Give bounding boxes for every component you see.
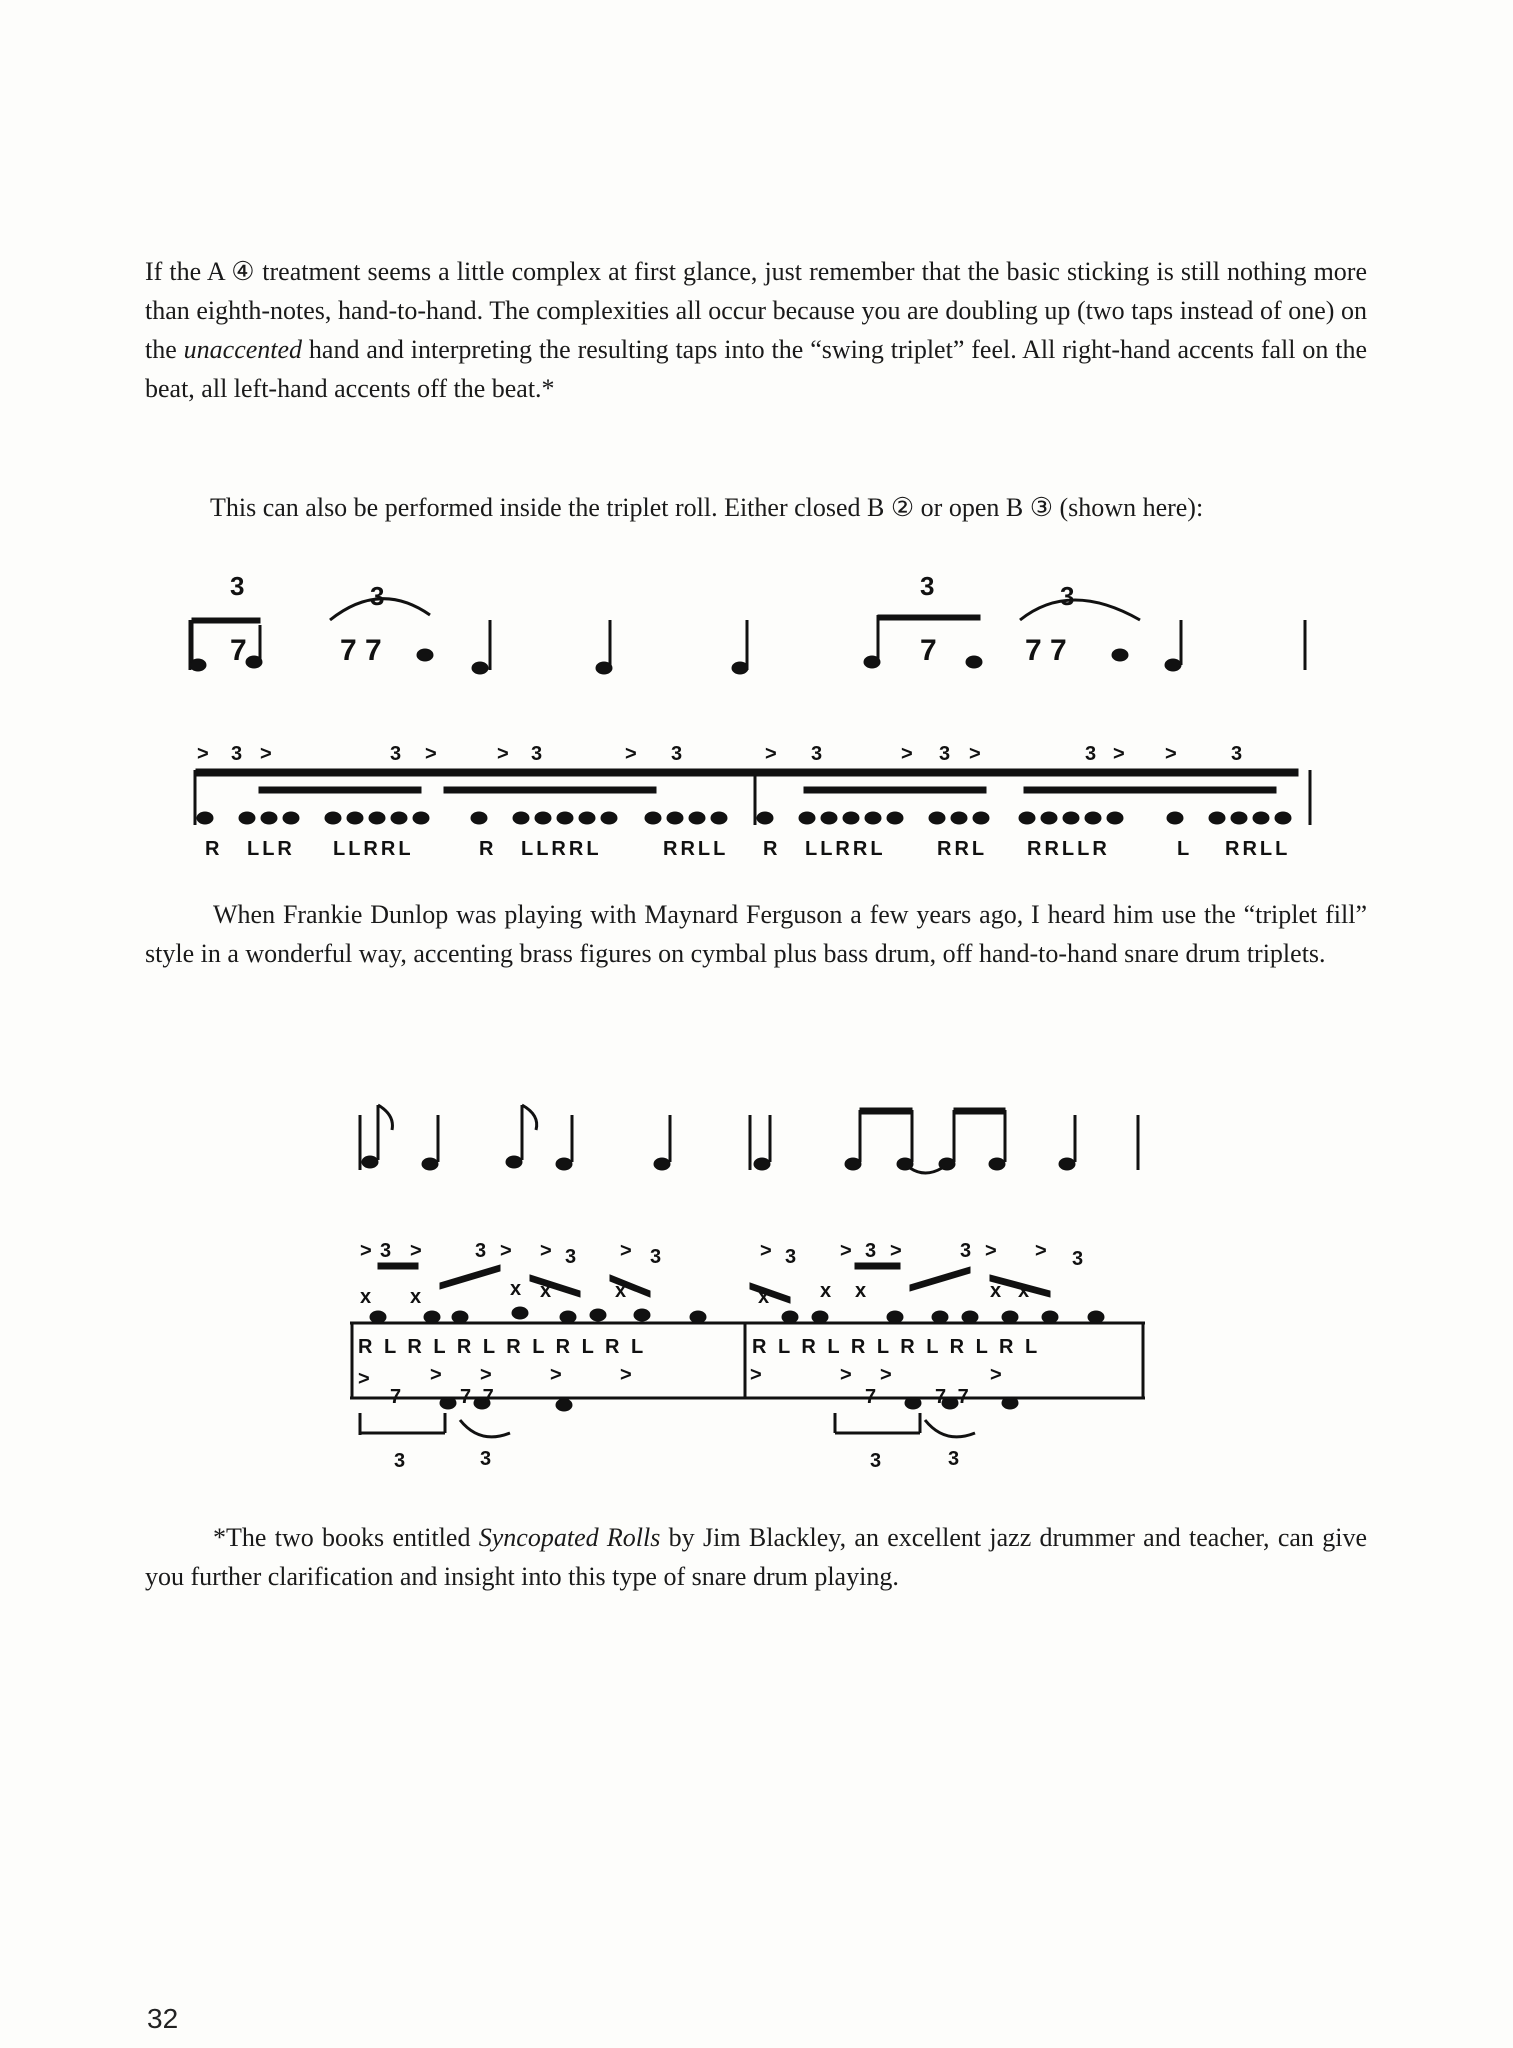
tuplet-number: 3 <box>785 1246 800 1268</box>
notation-example-3 <box>350 1070 1150 1180</box>
tuplet-number: 3 <box>370 581 385 611</box>
svg-text:x: x <box>1018 1280 1033 1302</box>
paragraph-a4-treatment: If the A ④ treatment seems a little complex at first glance, just remember that the basic sticking is still nothing more than eighth-notes, hand-to-hand. The complexities all occur because you are doubling up (two taps instead of one) on the unaccented hand and interpreting the resulting taps into the “swing triplet” feel. All right-hand accents fall on the beat, all left-hand accents off the beat.* <box>145 257 1367 403</box>
svg-text:>: > <box>620 1240 635 1262</box>
tuplet-number: 3 <box>531 743 546 765</box>
svg-text:7 7: 7 7 <box>935 1386 972 1408</box>
svg-text:x: x <box>820 1280 835 1302</box>
svg-text:7 7: 7 7 <box>460 1386 497 1408</box>
svg-text:x: x <box>990 1280 1005 1302</box>
svg-text:>: > <box>765 743 780 765</box>
svg-text:RRLL: RRLL <box>663 838 729 860</box>
svg-text:>: > <box>497 743 512 765</box>
paragraph-frankie-dunlop: When Frankie Dunlop was playing with Maynard Ferguson a few years ago, I heard him use the “triplet fill” style in a wonderful way, accenting brass figures on cymbal plus bass drum, off hand-to-hand snare drum triplets. <box>145 900 1367 968</box>
svg-text:R: R <box>763 838 781 860</box>
svg-text:7: 7 <box>390 1386 405 1408</box>
svg-text:>: > <box>410 1240 425 1262</box>
tuplet-number: 3 <box>394 1450 409 1472</box>
tuplet-number: 3 <box>650 1246 665 1268</box>
paragraph-triplet-roll: This can also be performed inside the triplet roll. Either closed B ② or open B ③ (shown here): <box>210 493 1204 522</box>
svg-text:7 7: 7 7 <box>1025 634 1067 667</box>
svg-text:>: > <box>625 743 640 765</box>
svg-text:>: > <box>840 1364 855 1386</box>
svg-text:>: > <box>540 1240 555 1262</box>
svg-text:>: > <box>500 1240 515 1262</box>
svg-text:>: > <box>985 1240 1000 1262</box>
svg-text:>: > <box>425 743 440 765</box>
tuplet-number: 3 <box>671 743 686 765</box>
tuplet-number: 3 <box>811 743 826 765</box>
sticking-row: R L R L R L R L R L R L <box>358 1336 647 1358</box>
svg-text:>: > <box>1035 1240 1050 1262</box>
page-number: 32 <box>147 2003 179 2034</box>
svg-text:x: x <box>758 1286 773 1308</box>
tuplet-number: 3 <box>948 1448 963 1470</box>
svg-text:>: > <box>197 743 212 765</box>
svg-text:>: > <box>760 1240 775 1262</box>
svg-text:>: > <box>969 743 984 765</box>
tuplet-number: 3 <box>231 743 246 765</box>
svg-text:>: > <box>620 1364 635 1386</box>
tuplet-number: 3 <box>380 1240 395 1262</box>
svg-text:R: R <box>479 838 497 860</box>
svg-text:L: L <box>1177 838 1193 860</box>
tuplet-number: 3 <box>475 1240 490 1262</box>
tuplet-number: 3 <box>480 1448 495 1470</box>
svg-text:R: R <box>205 838 223 860</box>
svg-text:>: > <box>480 1364 495 1386</box>
svg-text:>: > <box>890 1240 905 1262</box>
svg-text:7: 7 <box>865 1386 880 1408</box>
sticking-row: R L R L R L R L R L R L <box>752 1336 1041 1358</box>
svg-text:LLR: LLR <box>247 838 295 860</box>
svg-text:>: > <box>550 1364 565 1386</box>
svg-text:RRL: RRL <box>937 838 988 860</box>
svg-text:>: > <box>1165 743 1180 765</box>
svg-text:>: > <box>840 1240 855 1262</box>
tuplet-number: 3 <box>960 1240 975 1262</box>
svg-text:>: > <box>360 1240 375 1262</box>
tuplet-number: 3 <box>1085 743 1100 765</box>
notation-example-2 <box>185 730 1335 860</box>
svg-text:RRLL: RRLL <box>1225 838 1291 860</box>
svg-text:>: > <box>358 1368 373 1390</box>
footnote: *The two books entitled Syncopated Rolls by Jim Blackley, an excellent jazz drummer and teacher, can give you further clarification and insight into this type of snare drum playing. <box>145 1523 1367 1591</box>
svg-text:7 7: 7 7 <box>340 634 382 667</box>
tuplet-number: 3 <box>939 743 954 765</box>
sticking-row <box>205 838 1290 860</box>
svg-text:LLRRL: LLRRL <box>333 838 414 860</box>
tuplet-number: 3 <box>390 743 405 765</box>
svg-text:7: 7 <box>230 634 247 667</box>
notation-example-4 <box>350 1235 1150 1485</box>
svg-text:RRLLR: RRLLR <box>1027 838 1110 860</box>
tuplet-number: 3 <box>565 1246 580 1268</box>
svg-text:x: x <box>855 1280 870 1302</box>
tuplet-number: 3 <box>230 571 245 601</box>
tuplet-number: 3 <box>865 1240 880 1262</box>
tuplet-number: 3 <box>1060 581 1075 611</box>
tuplet-number: 3 <box>1072 1248 1087 1270</box>
svg-text:7: 7 <box>920 634 937 667</box>
svg-text:>: > <box>260 743 275 765</box>
svg-text:>: > <box>430 1364 445 1386</box>
tuplet-number: 3 <box>870 1450 885 1472</box>
svg-text:LLRRL: LLRRL <box>521 838 602 860</box>
notation-example-1 <box>180 560 1350 680</box>
svg-text:LLRRL: LLRRL <box>805 838 886 860</box>
svg-text:x: x <box>615 1280 630 1302</box>
svg-text:>: > <box>990 1364 1005 1386</box>
svg-text:x: x <box>410 1286 425 1308</box>
svg-text:x: x <box>510 1278 525 1300</box>
svg-text:>: > <box>1113 743 1128 765</box>
svg-text:>: > <box>880 1364 895 1386</box>
svg-text:>: > <box>901 743 916 765</box>
svg-text:x: x <box>360 1286 375 1308</box>
tuplet-number: 3 <box>1231 743 1246 765</box>
svg-text:>: > <box>750 1364 765 1386</box>
svg-text:x: x <box>540 1280 555 1302</box>
tuplet-number: 3 <box>920 571 935 601</box>
